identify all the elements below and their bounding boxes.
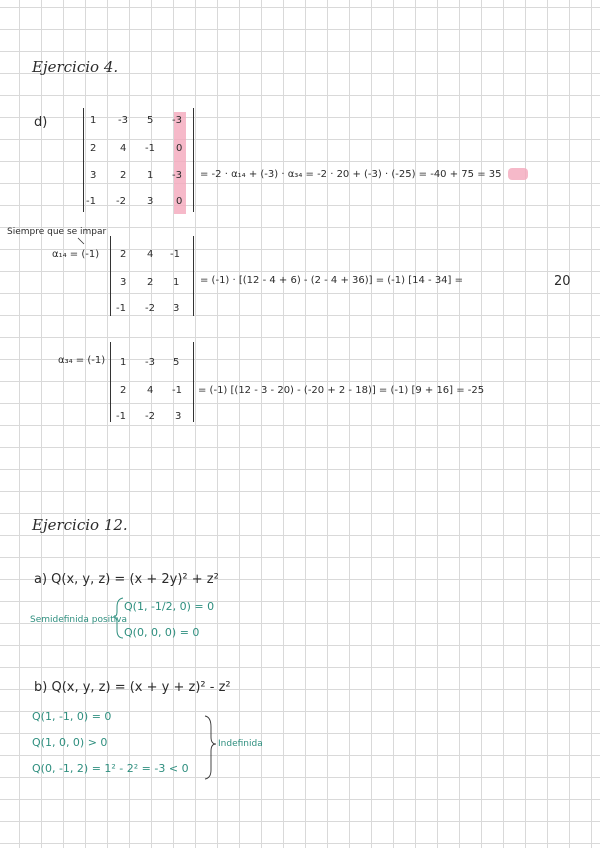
part-d-label: d) <box>34 115 48 130</box>
note-arrow <box>78 238 84 244</box>
m-cell: 1 <box>147 170 154 181</box>
a14-cell: 2 <box>147 277 154 288</box>
brace-b <box>205 716 216 779</box>
m-cell: 2 <box>120 170 127 181</box>
a14-cell: 3 <box>120 277 127 288</box>
alpha14-bar-left <box>110 236 111 316</box>
alpha14-label: α₁₄ = (-1) <box>52 249 100 260</box>
m-cell: 3 <box>90 170 97 181</box>
part-a-classification: Semidefinida positiva <box>30 615 128 625</box>
highlight-result <box>508 168 528 180</box>
part-b-case: Q(1, -1, 0) = 0 <box>32 710 112 723</box>
a14-cell: -2 <box>145 303 155 314</box>
a34-cell: -3 <box>145 357 155 368</box>
alpha34-calc: = (-1) [(12 - 3 - 20) - (-20 + 2 - 18)] = (-1) [9 + 16] = -25 <box>198 385 485 396</box>
m-cell: 3 <box>147 196 154 207</box>
a34-cell: -1 <box>172 385 182 396</box>
m-cell: 5 <box>147 115 154 126</box>
m-cell: 2 <box>90 143 97 154</box>
a14-cell: 1 <box>173 277 180 288</box>
a34-cell: 1 <box>120 357 127 368</box>
part-a-case: Q(0, 0, 0) = 0 <box>124 626 200 639</box>
a14-cell: -1 <box>170 249 180 260</box>
det-bar-right <box>193 108 194 212</box>
a34-cell: -2 <box>145 411 155 422</box>
det-bar-left <box>83 108 84 212</box>
m-cell: 1 <box>90 115 97 126</box>
a34-cell: 5 <box>173 357 180 368</box>
side-note: Siempre que se impar <box>7 227 107 237</box>
alpha14-result: 20 <box>554 274 571 289</box>
laplace-expansion: = -2 · α₁₄ + (-3) · α₃₄ = -2 · 20 + (-3) · (-25) = -40 + 75 = 35 <box>200 169 502 180</box>
a14-cell: 2 <box>120 249 127 260</box>
part-a-case: Q(1, -1/2, 0) = 0 <box>124 600 215 613</box>
part-b-case: Q(0, -1, 2) = 1² - 2² = -3 < 0 <box>32 762 189 775</box>
alpha14-bar-right <box>193 236 194 316</box>
a34-cell: 2 <box>120 385 127 396</box>
m-cell: -3 <box>118 115 128 126</box>
alpha34-bar-right <box>193 342 194 422</box>
m-cell: -3 <box>172 115 182 126</box>
a34-cell: 4 <box>147 385 154 396</box>
m-cell: -3 <box>172 170 182 181</box>
part-b-expression: b) Q(x, y, z) = (x + y + z)² - z² <box>34 680 231 695</box>
alpha34-bar-left <box>110 342 111 422</box>
a14-cell: 4 <box>147 249 154 260</box>
m-cell: 4 <box>120 143 127 154</box>
m-cell: -1 <box>86 196 96 207</box>
alpha34-label: α₃₄ = (-1) <box>58 355 106 366</box>
part-b-classification: Indefinida <box>218 739 263 749</box>
m-cell: -2 <box>116 196 126 207</box>
a14-cell: -1 <box>116 303 126 314</box>
a14-cell: 3 <box>173 303 180 314</box>
part-b-case: Q(1, 0, 0) > 0 <box>32 736 108 749</box>
alpha14-calc: = (-1) · [(12 - 4 + 6) - (2 - 4 + 36)] = (-1) [14 - 34] = <box>200 275 464 286</box>
m-cell: -1 <box>145 143 155 154</box>
part-a-expression: a) Q(x, y, z) = (x + 2y)² + z² <box>34 572 219 587</box>
exercise-12-title: Ejercicio 12. <box>32 516 128 534</box>
m-cell: 0 <box>176 143 183 154</box>
a34-cell: 3 <box>175 411 182 422</box>
m-cell: 0 <box>176 196 183 207</box>
exercise-4-title: Ejercicio 4. <box>32 58 119 76</box>
a34-cell: -1 <box>116 411 126 422</box>
